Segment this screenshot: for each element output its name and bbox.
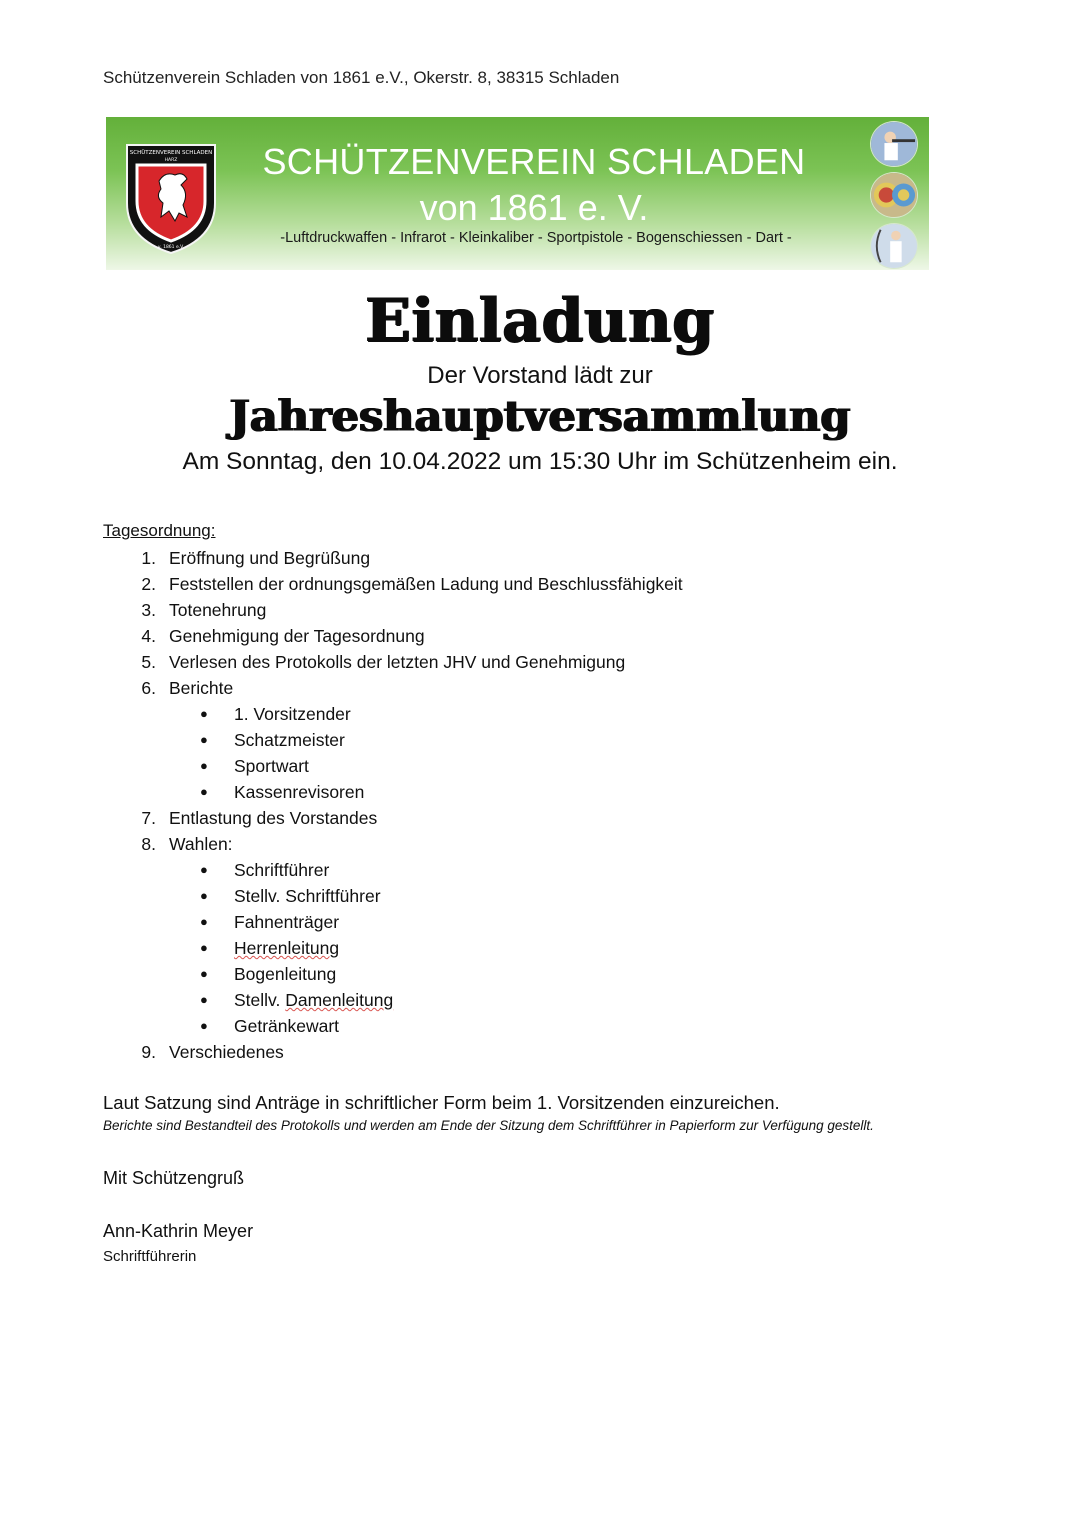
agenda-item: 5. Verlesen des Protokolls der letzten JHV und Genehmigung — [141, 652, 626, 672]
agenda-item: 2. Feststellen der ordnungsgemäßen Ladung und Beschlussfähigkeit — [141, 574, 683, 594]
crest-bottom-text: v. 1861 e.V. — [157, 245, 185, 250]
agenda-sub-item: ● Schatzmeister — [200, 730, 345, 750]
archer-photo-icon — [870, 223, 918, 269]
event-date-line: Am Sonntag, den 10.04.2022 um 15:30 Uhr im Schützenheim ein. — [182, 448, 898, 475]
agenda-sub-item: ● Kassenrevisoren — [200, 782, 365, 802]
motion-note: Laut Satzung sind Anträge in schriftlicher Form beim 1. Vorsitzenden einzureichen. — [103, 1092, 780, 1113]
closing-greeting: Mit Schützengruß — [103, 1168, 245, 1188]
invitation-intro: Der Vorstand lädt zur — [427, 362, 653, 389]
banner-title: SCHÜTZENVEREIN SCHLADEN — [262, 141, 806, 182]
signer-name: Ann-Kathrin Meyer — [103, 1221, 254, 1241]
agenda-item: 7. Entlastung des Vorstandes — [141, 808, 378, 828]
agenda-item: 6. Berichte — [141, 678, 234, 698]
shooter-photo-icon — [870, 121, 918, 167]
crest-region-text: HARZ — [164, 158, 178, 163]
agenda-list — [103, 545, 963, 1065]
agenda-item: 8. Wahlen: — [141, 834, 233, 854]
agenda-sub-item: ● Sportwart — [200, 756, 309, 776]
agenda-sub-item: ● Fahnenträger — [200, 912, 340, 932]
club-crest-logo — [123, 141, 219, 256]
banner-tagline: -Luftdruckwaffen - Infrarot - Kleinkaliber - Sportpistole - Bogenschiessen - Dart - — [280, 230, 792, 246]
agenda-item: 3. Totenehrung — [141, 600, 267, 620]
club-banner — [106, 117, 929, 270]
agenda-sub-item: ● Bogenleitung — [200, 964, 337, 984]
signer-role: Schriftführerin — [103, 1248, 197, 1265]
invitation-title: Einladung — [365, 286, 715, 356]
agenda-sub-item: ● Schriftführer — [200, 860, 330, 880]
agenda-item: 1. Eröffnung und Begrüßung — [141, 548, 371, 568]
agenda-sub-item: ● Stellv. Damenleitung — [200, 990, 394, 1010]
agenda-sub-item: ● Getränkewart — [200, 1016, 340, 1036]
agenda-item: 4. Genehmigung der Tagesordnung — [141, 626, 425, 646]
agenda-sub-item: ● Stellv. Schriftführer — [200, 886, 381, 906]
event-name: Jahreshauptversammlung — [229, 392, 851, 442]
crest-top-text: SCHÜTZENVEREIN SCHLADEN — [129, 150, 213, 156]
agenda-heading: Tagesordnung: — [103, 521, 216, 540]
report-note: Berichte sind Bestandteil des Protokolls und werden am Ende der Sitzung dem Schriftführer in Papierform zur Verfügung gestellt. — [103, 1118, 874, 1133]
banner-subtitle: von 1861 e. V. — [419, 187, 649, 228]
agenda-item: 9. Verschiedenes — [141, 1042, 284, 1062]
agenda-sub-item: ● 1. Vorsitzender — [200, 704, 351, 724]
archery-photo-icon — [870, 172, 918, 218]
sender-address: Schützenverein Schladen von 1861 e.V., Okerstr. 8, 38315 Schladen — [103, 68, 620, 87]
agenda-sub-item: ● Herrenleitung — [200, 938, 340, 958]
